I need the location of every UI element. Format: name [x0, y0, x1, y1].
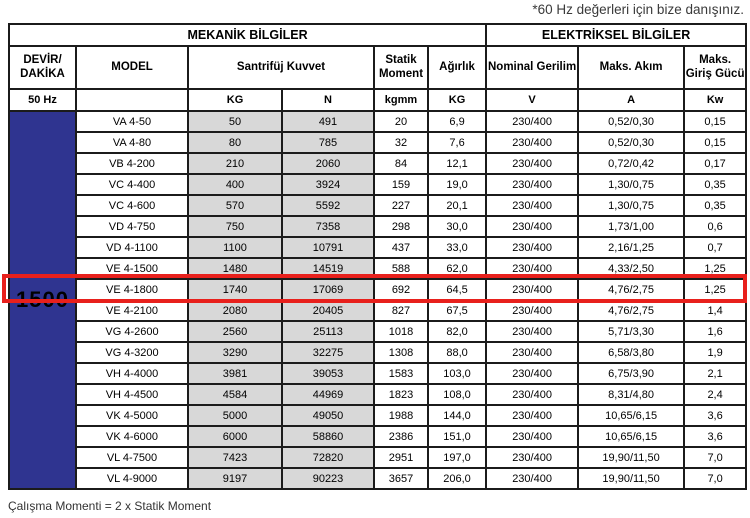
cell-kgmm: 437: [374, 237, 428, 258]
cell-kg: 570: [188, 195, 282, 216]
table-row: [9, 174, 746, 195]
col-header-rpm: [9, 46, 76, 89]
table-row: [9, 132, 746, 153]
cell-kgmm: 3657: [374, 468, 428, 489]
cell-model: VA 4-80: [76, 132, 188, 153]
col-header-weight: Ağırlık: [428, 46, 486, 89]
cell-gerilim: 230/400: [486, 468, 578, 489]
cell-n: 90223: [282, 468, 374, 489]
cell-agirlik: 108,0: [428, 384, 486, 405]
cell-agirlik: 103,0: [428, 363, 486, 384]
cell-kw: 7,0: [684, 447, 746, 468]
table-row: [9, 195, 746, 216]
cell-kw: 0,6: [684, 216, 746, 237]
group-header-electrical: ELEKTRİKSEL BİLGİLER: [486, 24, 746, 46]
cell-kgmm: 1823: [374, 384, 428, 405]
col-header-rpm-line2: DAKİKA: [20, 67, 65, 80]
cell-kw: 0,15: [684, 111, 746, 132]
cell-agirlik: 19,0: [428, 174, 486, 195]
col-header-max-current: Maks. Akım: [578, 46, 684, 89]
cell-n: 39053: [282, 363, 374, 384]
table-row: [9, 321, 746, 342]
cell-gerilim: 230/400: [486, 363, 578, 384]
cell-kgmm: 1988: [374, 405, 428, 426]
cell-agirlik: 12,1: [428, 153, 486, 174]
cell-kgmm: 1308: [374, 342, 428, 363]
cell-agirlik: 20,1: [428, 195, 486, 216]
cell-model: VK 4-5000: [76, 405, 188, 426]
cell-kg: 50: [188, 111, 282, 132]
cell-kg: 7423: [188, 447, 282, 468]
cell-kw: 1,4: [684, 300, 746, 321]
cell-kg: 400: [188, 174, 282, 195]
cell-gerilim: 230/400: [486, 216, 578, 237]
cell-kg: 750: [188, 216, 282, 237]
cell-akim: 4,76/2,75: [578, 300, 684, 321]
cell-akim: 19,90/11,50: [578, 468, 684, 489]
group-header-mechanical: MEKANİK BİLGİLER: [9, 24, 486, 46]
column-header-row: [9, 46, 746, 89]
cell-akim: 6,75/3,90: [578, 363, 684, 384]
cell-kgmm: 32: [374, 132, 428, 153]
unit-volt: V: [486, 89, 578, 111]
cell-agirlik: 144,0: [428, 405, 486, 426]
cell-kw: 1,6: [684, 321, 746, 342]
cell-kw: 3,6: [684, 405, 746, 426]
cell-n: 7358: [282, 216, 374, 237]
cell-n: 10791: [282, 237, 374, 258]
unit-kgmm: kgmm: [374, 89, 428, 111]
cell-model: VB 4-200: [76, 153, 188, 174]
cell-n: 785: [282, 132, 374, 153]
cell-n: 72820: [282, 447, 374, 468]
cell-akim: 1,30/0,75: [578, 195, 684, 216]
cell-agirlik: 7,6: [428, 132, 486, 153]
table-row: [9, 258, 746, 279]
cell-gerilim: 230/400: [486, 258, 578, 279]
cell-kgmm: 2386: [374, 426, 428, 447]
cell-n: 49050: [282, 405, 374, 426]
cell-kw: 2,4: [684, 384, 746, 405]
cell-kgmm: 827: [374, 300, 428, 321]
cell-gerilim: 230/400: [486, 174, 578, 195]
cell-kg: 3981: [188, 363, 282, 384]
cell-kg: 9197: [188, 468, 282, 489]
cell-gerilim: 230/400: [486, 132, 578, 153]
cell-n: 491: [282, 111, 374, 132]
cell-model: VG 4-2600: [76, 321, 188, 342]
cell-kg: 210: [188, 153, 282, 174]
cell-kg: 80: [188, 132, 282, 153]
cell-kg: 4584: [188, 384, 282, 405]
cell-kgmm: 2951: [374, 447, 428, 468]
cell-kgmm: 20: [374, 111, 428, 132]
cell-akim: 1,73/1,00: [578, 216, 684, 237]
cell-kg: 1740: [188, 279, 282, 300]
cell-gerilim: 230/400: [486, 342, 578, 363]
cell-gerilim: 230/400: [486, 195, 578, 216]
cell-model: VD 4-750: [76, 216, 188, 237]
cell-kw: 3,6: [684, 426, 746, 447]
cell-kw: 1,25: [684, 279, 746, 300]
cell-agirlik: 6,9: [428, 111, 486, 132]
table-row: [9, 342, 746, 363]
cell-kg: 1100: [188, 237, 282, 258]
cell-agirlik: 206,0: [428, 468, 486, 489]
cell-gerilim: 230/400: [486, 111, 578, 132]
cell-n: 32275: [282, 342, 374, 363]
cell-kgmm: 227: [374, 195, 428, 216]
cell-akim: 5,71/3,30: [578, 321, 684, 342]
unit-50hz: 50 Hz: [9, 89, 76, 111]
table-row: [9, 216, 746, 237]
cell-agirlik: 64,5: [428, 279, 486, 300]
cell-agirlik: 67,5: [428, 300, 486, 321]
cell-agirlik: 62,0: [428, 258, 486, 279]
cell-akim: 4,76/2,75: [578, 279, 684, 300]
rpm-value-cell: 1500: [9, 111, 76, 489]
group-header-row: [9, 24, 746, 46]
unit-ampere: A: [578, 89, 684, 111]
cell-model: VH 4-4500: [76, 384, 188, 405]
cell-kgmm: 84: [374, 153, 428, 174]
cell-model: VK 4-6000: [76, 426, 188, 447]
cell-model: VE 4-1800: [76, 279, 188, 300]
cell-kg: 1480: [188, 258, 282, 279]
cell-n: 3924: [282, 174, 374, 195]
units-row: [9, 89, 746, 111]
cell-model: VE 4-1500: [76, 258, 188, 279]
col-header-rpm-line1: DEVİR/: [23, 53, 62, 66]
cell-n: 14519: [282, 258, 374, 279]
table-row: [9, 363, 746, 384]
cell-kg: 6000: [188, 426, 282, 447]
cell-akim: 0,52/0,30: [578, 111, 684, 132]
cell-akim: 1,30/0,75: [578, 174, 684, 195]
table-row: [9, 447, 746, 468]
cell-kg: 2560: [188, 321, 282, 342]
cell-gerilim: 230/400: [486, 300, 578, 321]
cell-model: VH 4-4000: [76, 363, 188, 384]
table-row: [9, 300, 746, 321]
cell-kgmm: 588: [374, 258, 428, 279]
cell-kgmm: 692: [374, 279, 428, 300]
cell-kg: 3290: [188, 342, 282, 363]
cell-akim: 2,16/1,25: [578, 237, 684, 258]
cell-kgmm: 1583: [374, 363, 428, 384]
cell-model: VD 4-1100: [76, 237, 188, 258]
cell-gerilim: 230/400: [486, 153, 578, 174]
cell-kw: 1,9: [684, 342, 746, 363]
cell-model: VG 4-3200: [76, 342, 188, 363]
cell-n: 20405: [282, 300, 374, 321]
unit-model-empty: [76, 89, 188, 111]
cell-model: VL 4-9000: [76, 468, 188, 489]
cell-n: 17069: [282, 279, 374, 300]
cell-akim: 0,52/0,30: [578, 132, 684, 153]
cell-akim: 6,58/3,80: [578, 342, 684, 363]
cell-model: VC 4-400: [76, 174, 188, 195]
cell-kgmm: 1018: [374, 321, 428, 342]
table-row: [9, 279, 746, 300]
cell-kw: 7,0: [684, 468, 746, 489]
cell-kg: 5000: [188, 405, 282, 426]
note-working-moment: Çalışma Momenti = 2 x Statik Moment: [8, 499, 212, 513]
cell-gerilim: 230/400: [486, 279, 578, 300]
cell-agirlik: 88,0: [428, 342, 486, 363]
cell-kgmm: 159: [374, 174, 428, 195]
cell-gerilim: 230/400: [486, 447, 578, 468]
cell-n: 2060: [282, 153, 374, 174]
cell-gerilim: 230/400: [486, 426, 578, 447]
cell-agirlik: 30,0: [428, 216, 486, 237]
cell-n: 58860: [282, 426, 374, 447]
cell-akim: 8,31/4,80: [578, 384, 684, 405]
cell-agirlik: 82,0: [428, 321, 486, 342]
table-row: [9, 384, 746, 405]
cell-gerilim: 230/400: [486, 321, 578, 342]
table-row: [9, 111, 746, 132]
table-row: [9, 153, 746, 174]
cell-kw: 2,1: [684, 363, 746, 384]
col-header-max-input-power: Maks. Giriş Gücü: [684, 46, 746, 89]
table-row: [9, 405, 746, 426]
cell-akim: 0,72/0,42: [578, 153, 684, 174]
cell-kw: 0,35: [684, 174, 746, 195]
col-header-centrifugal-force: Santrifüj Kuvvet: [188, 46, 374, 89]
spec-table: [8, 23, 747, 490]
cell-model: VA 4-50: [76, 111, 188, 132]
cell-gerilim: 230/400: [486, 237, 578, 258]
cell-model: VC 4-600: [76, 195, 188, 216]
cell-gerilim: 230/400: [486, 384, 578, 405]
table-row: [9, 426, 746, 447]
note-60hz: *60 Hz değerleri için bize danışınız.: [532, 2, 744, 17]
cell-agirlik: 33,0: [428, 237, 486, 258]
col-header-nominal-voltage: Nominal Gerilim: [486, 46, 578, 89]
cell-kw: 0,7: [684, 237, 746, 258]
cell-model: VE 4-2100: [76, 300, 188, 321]
cell-agirlik: 151,0: [428, 426, 486, 447]
unit-kw: Kw: [684, 89, 746, 111]
unit-newton: N: [282, 89, 374, 111]
cell-kg: 2080: [188, 300, 282, 321]
col-header-model: MODEL: [76, 46, 188, 89]
cell-akim: 10,65/6,15: [578, 405, 684, 426]
cell-kw: 0,15: [684, 132, 746, 153]
cell-gerilim: 230/400: [486, 405, 578, 426]
cell-kw: 0,17: [684, 153, 746, 174]
cell-akim: 10,65/6,15: [578, 426, 684, 447]
unit-kg-weight: KG: [428, 89, 486, 111]
cell-n: 5592: [282, 195, 374, 216]
table-row: [9, 468, 746, 489]
unit-kg-force: KG: [188, 89, 282, 111]
cell-kgmm: 298: [374, 216, 428, 237]
cell-agirlik: 197,0: [428, 447, 486, 468]
table-row: [9, 237, 746, 258]
cell-n: 25113: [282, 321, 374, 342]
cell-kw: 0,35: [684, 195, 746, 216]
cell-akim: 19,90/11,50: [578, 447, 684, 468]
cell-n: 44969: [282, 384, 374, 405]
table-body: [9, 111, 746, 489]
cell-akim: 4,33/2,50: [578, 258, 684, 279]
col-header-static-moment: Statik Moment: [374, 46, 428, 89]
cell-kw: 1,25: [684, 258, 746, 279]
cell-model: VL 4-7500: [76, 447, 188, 468]
